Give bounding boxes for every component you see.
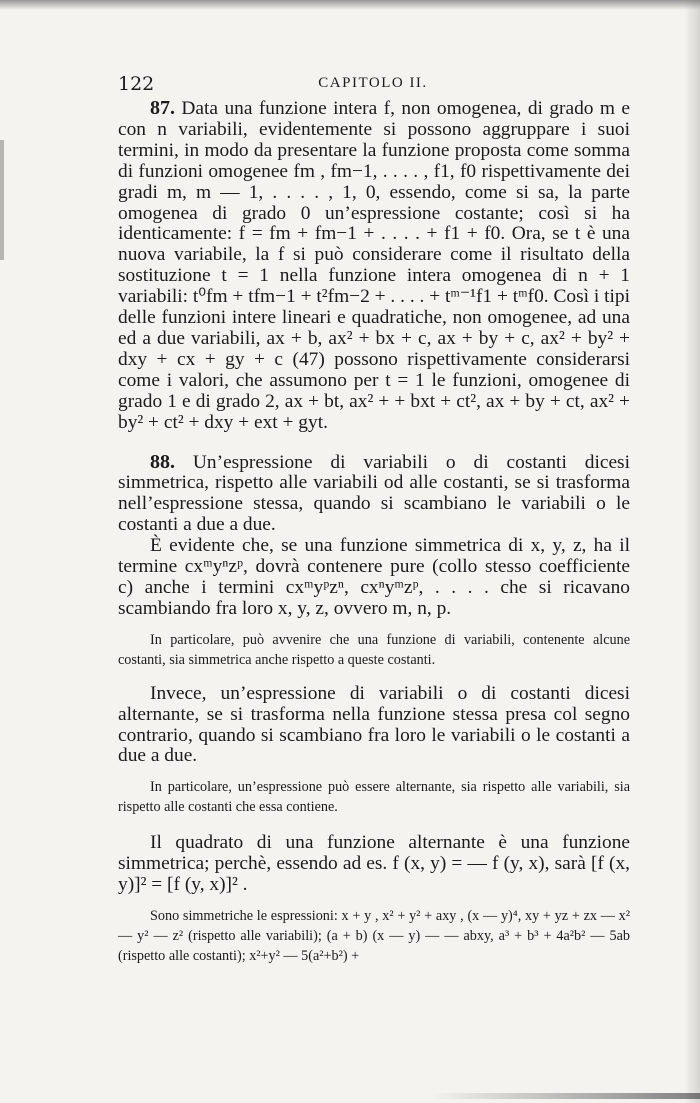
page-header — [118, 73, 628, 95]
page-number: 122 — [118, 73, 155, 95]
section-88-paragraph-2: È evidente che, se una funzione simmetrica di x, y, z, ha il termine cxᵐyⁿzᵖ, dovrà contenere pure (collo stesso coefficiente c) anche i termini cxᵐyᵖzⁿ, cxⁿyᵐzᵖ, . . . . che si ricavano scambiando fra loro x, y, z, ovvero m, n, p. — [118, 535, 630, 619]
scan-edge-top — [0, 0, 700, 10]
quadrato-paragraph: Il quadrato di una funzione alternante è una funzione simmetrica; perchè, essendo ad es. f (x, y) = — f (y, x), sarà [f (x, y)]² = [f (y, x)]² . — [118, 832, 630, 896]
section-88 — [118, 452, 630, 537]
section-88-text: Un’espressione di variabili o di costanti dicesi simmetrica, rispetto alle variabili od alle costanti, se si trasforma nell’espressione stessa, quando si scambiano le variabili o le costanti a due a due. — [118, 451, 630, 536]
note-paragraph-2: In particolare, un’espressione può essere alternante, sia rispetto alle variabili, sia rispetto alle costanti che essa contiene. — [118, 779, 630, 816]
scan-edge-right — [684, 0, 700, 1103]
running-head: CAPITOLO II. — [318, 75, 428, 91]
section-number-88: 88. — [150, 450, 175, 473]
section-number-87: 87. — [150, 97, 175, 119]
note-paragraph-1: In particolare, può avvenire che una funzione di variabili, contenente alcune costanti, sia simmetrica anche rispetto a queste costanti. — [118, 631, 630, 668]
scan-edge-left — [0, 140, 4, 260]
scan-edge-bottom — [430, 1093, 700, 1099]
examples-paragraph: Sono simmetriche le espressioni: x + y , x² + y² + axy , (x — y)⁴, xy + yz + zx — x² — y² — z² (rispetto alle variabili); (a + b) (x — y) — — abxy, a³ + b³ + 4a²b² — 5ab (rispetto alle costanti); x²+y² — 5(a²+b²) + — [118, 908, 630, 965]
page-body — [118, 98, 630, 966]
alternante-paragraph: Invece, un’espressione di variabili o di costanti dicesi alternante, se si trasforma nella funzione stessa presa col segno contrario, quando si scambiano fra loro le variabili o le costanti a due a due. — [118, 682, 630, 767]
section-87-text: Data una funzione intera f, non omogenea, di grado m e con n variabili, evidentemente si possono aggruppare i suoi termini, in modo da presentare la funzione proposta come somma di funzioni omogenee fm , fm−1, . . . . , f1, f0 rispettivamente dei gradi m, m — 1, . . . . , 1, 0, essendo, come si sa, la parte omogenea di grado 0 un’espressione costante; così si ha identicamente: f = fm + fm−1 + . . . . + f1 + f0. Ora, se t è una nuova variabile, la f si può considerare come il risultato della sostituzione t = 1 nella funzione intera omogenea di n + 1 variabili: t⁰fm + tfm−1 + t²fm−2 + . . . . + tᵐ⁻¹f1 + tᵐf0. Così i tipi delle funzioni intere lineari e quadratiche, non omogenee, ad una ed a due variabili, ax + b, ax² + bx + c, ax + by + c, ax² + by² + dxy + cx + gy + c (47) possono rispettivamente considerarsi come i valori, che assumono per t = 1 le funzioni, omogenee di grado 1 e di grado 2, ax + bt, ax² + + bxt + ct², ax + by + ct, ax² + by² + ct² + dxy + ext + gyt. — [118, 98, 630, 433]
section-87 — [118, 98, 630, 434]
